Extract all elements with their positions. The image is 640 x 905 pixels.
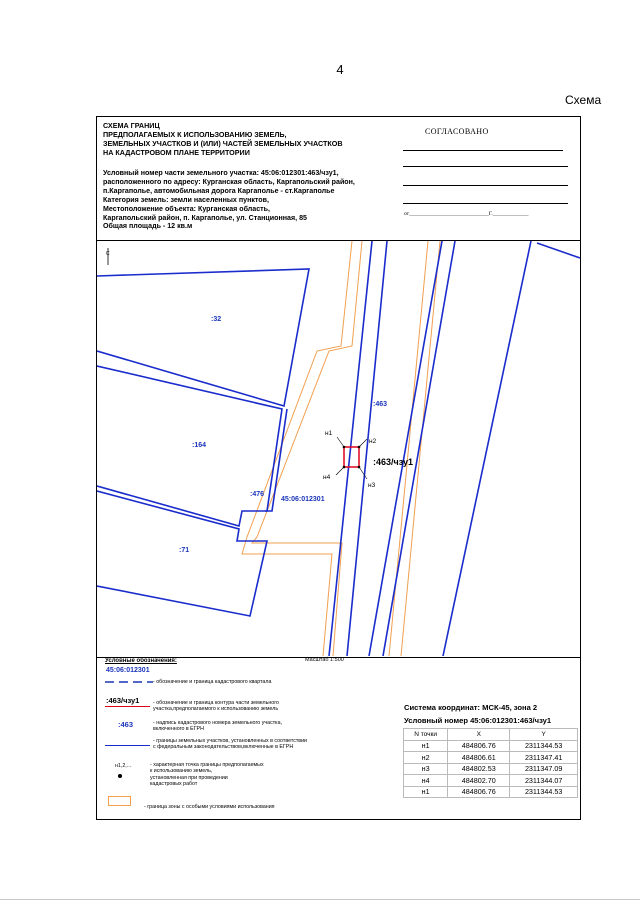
legend-point-desc bbox=[150, 762, 264, 788]
scheme-title bbox=[103, 121, 398, 157]
info-line: Условный номер части земельного участка: 45:06:012301:463/чзу1, bbox=[103, 169, 339, 177]
parcel-label-164: :164 bbox=[192, 442, 207, 449]
parcel-boundaries bbox=[97, 241, 580, 656]
table-cell: 2311344.53 bbox=[510, 740, 578, 752]
map-scale: Масштаб 1:500 bbox=[305, 657, 344, 663]
table-cell: 2311344.53 bbox=[510, 786, 578, 798]
cadastral-map bbox=[97, 241, 580, 656]
table-row bbox=[404, 786, 578, 798]
point-label-n3: н3 bbox=[368, 482, 376, 489]
legend-boundary-line bbox=[105, 745, 150, 746]
column-header: N точки bbox=[404, 729, 448, 741]
signature-line bbox=[403, 150, 563, 151]
quarter-label: 45:06:012301 bbox=[281, 496, 325, 503]
table-row bbox=[404, 775, 578, 787]
scheme-label: Схема bbox=[565, 93, 602, 107]
page-bottom-rule bbox=[0, 899, 640, 900]
legend-point-label: н1,2,... bbox=[115, 763, 132, 769]
part-label: :463/чзу1 bbox=[373, 457, 413, 467]
legend-line: - обозначение и граница контура части земельного bbox=[153, 700, 279, 706]
legend-quarter-desc: - обозначение и граница кадастрового квартала bbox=[153, 679, 272, 685]
info-line: Местоположение объекта: Курганская область, bbox=[103, 204, 270, 213]
legend-line: - характерная точка границы предполагаемых bbox=[150, 762, 264, 768]
info-line: Категория земель: земли населенных пунктов, bbox=[103, 195, 269, 204]
agreed-stamp: СОГЛАСОВАНО bbox=[425, 127, 489, 136]
column-header: Y bbox=[510, 729, 578, 741]
coordinates-table bbox=[403, 728, 578, 798]
point-label-n2: н2 bbox=[369, 438, 377, 445]
title-line: НА КАДАСТРОВОМ ПЛАНЕ ТЕРРИТОРИИ bbox=[103, 148, 250, 157]
info-line: расположенного по адресу: Курганская область, Каргапольский район, bbox=[103, 177, 355, 186]
table-cell: н1 bbox=[404, 786, 448, 798]
legend-line: к использованию земель, bbox=[150, 768, 213, 775]
table-cell: 2311347.09 bbox=[510, 763, 578, 775]
signature-line bbox=[403, 203, 568, 204]
parcel-label-32: :32 bbox=[211, 316, 222, 323]
parcel-label-463: :463 bbox=[373, 401, 388, 408]
special-zone-boundary bbox=[242, 241, 440, 656]
info-line: Каргапольский район, п. Каргаполье, ул. Станционная, 85 bbox=[103, 213, 307, 222]
legend-parcel-desc bbox=[153, 720, 282, 733]
legend-line: включенного в ЕГРН bbox=[153, 726, 204, 733]
table-cell: н3 bbox=[404, 763, 448, 775]
legend-line: кадастровых работ bbox=[150, 781, 198, 788]
legend-point-icon bbox=[118, 774, 122, 778]
table-cell: 484806.76 bbox=[448, 786, 510, 798]
north-label: С bbox=[106, 251, 110, 257]
legend-line: - границы земельных участков, установленных в соответствии bbox=[153, 738, 308, 744]
page-number: 4 bbox=[336, 62, 344, 77]
legend-part-line bbox=[105, 706, 150, 707]
table-cell: 484806.76 bbox=[448, 740, 510, 752]
parcel-info bbox=[103, 169, 403, 231]
table-cell: 484806.61 bbox=[448, 752, 510, 764]
signature-line bbox=[403, 185, 568, 186]
table-cell: 2311347.41 bbox=[510, 752, 578, 764]
legend-quarter-number: 45:06:012301 bbox=[106, 667, 150, 674]
info-line: п.Каргаполье, автомобильная дорога Каргаполье - ст.Каргаполье bbox=[103, 186, 335, 195]
coord-system: Система координат: МСК-45, зона 2 bbox=[404, 703, 538, 712]
table-row bbox=[404, 752, 578, 764]
legend-part-desc bbox=[153, 700, 279, 713]
legend-quarter-line bbox=[105, 680, 153, 684]
table-cell: н4 bbox=[404, 775, 448, 787]
legend-line: участка,предполагаемого к использованию земель bbox=[153, 706, 279, 713]
legend-line: - надпись кадастрового номера земельного участка, bbox=[153, 720, 283, 726]
table-cell: н2 bbox=[404, 752, 448, 764]
title-line: ПРЕДПОЛАГАЕМЫХ К ИСПОЛЬЗОВАНИЮ ЗЕМЕЛЬ, bbox=[103, 130, 287, 139]
part-boundary bbox=[344, 447, 359, 467]
table-header-row bbox=[404, 729, 578, 741]
table-row bbox=[404, 740, 578, 752]
title-line: СХЕМА ГРАНИЦ bbox=[103, 121, 160, 130]
title-line: ЗЕМЕЛЬНЫХ УЧАСТКОВ И (ИЛИ) ЧАСТЕЙ ЗЕМЕЛЬНЫХ УЧАСТКОВ bbox=[103, 139, 343, 148]
boundary-points bbox=[343, 446, 361, 469]
info-line: Общая площадь - 12 кв.м bbox=[103, 222, 193, 231]
legend-zone-desc: - граница зоны с особыми условиями использования bbox=[144, 804, 275, 810]
legend-parcel-label: :463 bbox=[118, 720, 134, 729]
table-cell: 484802.53 bbox=[448, 763, 510, 775]
table-row bbox=[404, 763, 578, 775]
legend-line: с федеральным законодательством,включенные в ЕГРН bbox=[153, 744, 294, 751]
signature-date: от_____________________________Г._____________ bbox=[404, 211, 529, 217]
legend-boundary-desc bbox=[153, 738, 307, 751]
legend-line: установленная при проведении bbox=[150, 774, 228, 781]
table-cell: 2311344.07 bbox=[510, 775, 578, 787]
table-cell: 484802.70 bbox=[448, 775, 510, 787]
table-cell: н1 bbox=[404, 740, 448, 752]
signature-line bbox=[403, 166, 568, 167]
parcel-label-476: :476 bbox=[250, 491, 265, 498]
legend-title: Условные обозначения: bbox=[105, 658, 177, 664]
legend-part-label: :463/чзу1 bbox=[106, 696, 140, 705]
point-label-n4: н4 bbox=[323, 474, 331, 481]
legend-zone-swatch bbox=[108, 796, 131, 806]
point-label-n1: н1 bbox=[325, 430, 333, 437]
parcel-label-71: :71 bbox=[179, 547, 190, 554]
coord-number: Условный номер 45:06:012301:463/чзу1 bbox=[404, 716, 552, 725]
column-header: X bbox=[448, 729, 510, 741]
